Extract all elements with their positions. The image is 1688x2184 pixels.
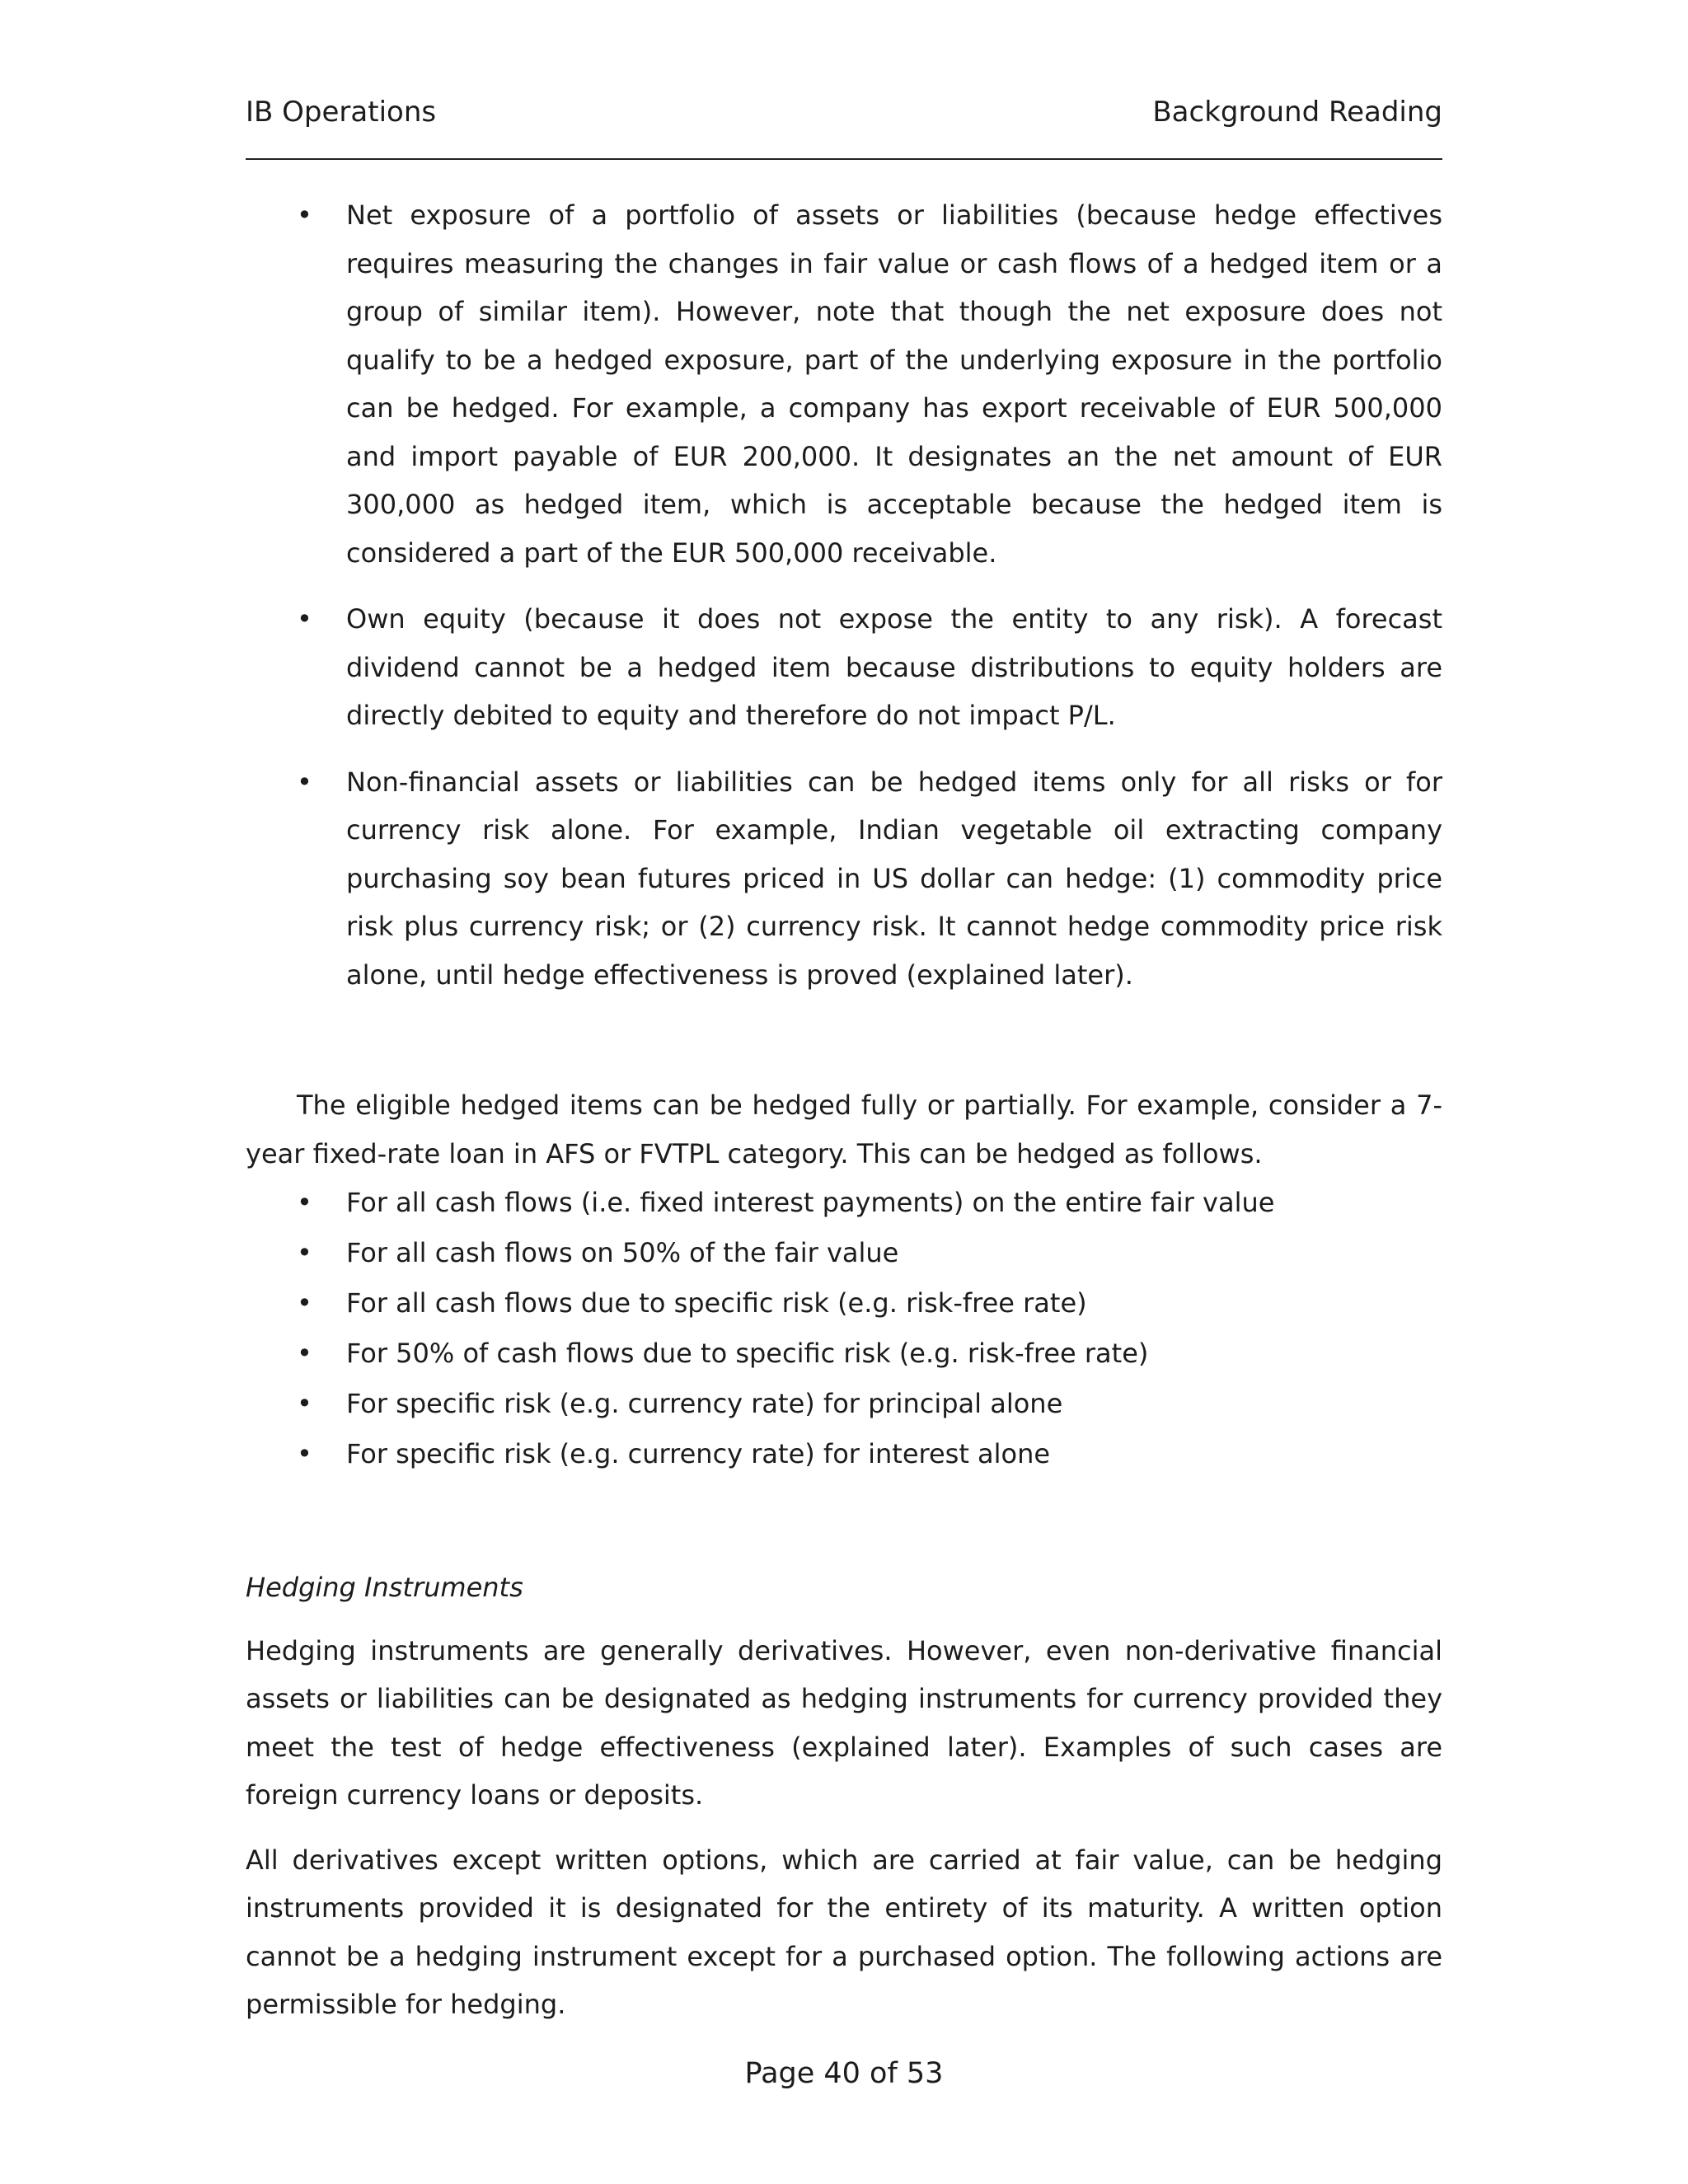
list-item-text: Own equity (because it does not expose the entity to any risk). A forecast dividend cannot be a hedged item because distributions to equity holders are directly debited to equity and therefore do not impact P/L. <box>346 603 1442 731</box>
bullet-icon: • <box>297 1237 312 1268</box>
bullet-icon: • <box>297 1287 312 1319</box>
list-item <box>246 1228 1442 1278</box>
list-item-text: Net exposure of a portfolio of assets or liabilities (because hedge effectives requires measuring the changes in fair value or cash flows of a hedged item or a group of similar item). However, note that though the net exposure does not qualify to be a hedged exposure, part of the underlying exposure in the portfolio can be hedged. For example, a company has export receivable of EUR 500,000 and import payable of EUR 200,000. It designates an the net amount of EUR 300,000 as hedged item, which is acceptable because the hedged item is considered a part of the EUR 500,000 receivable. <box>346 199 1442 569</box>
list-item <box>246 595 1442 740</box>
bullet-icon: • <box>297 199 312 231</box>
bullet-icon: • <box>297 1388 312 1419</box>
hedging-options-list <box>246 1178 1442 1479</box>
section-heading: Hedging Instruments <box>246 1572 523 1603</box>
list-item <box>246 1429 1442 1479</box>
instruments-paragraph-1: Hedging instruments are generally derivatives. However, even non-derivative financial assets or liabilities can be designated as hedging instruments for currency provided they meet the test of hedge effectiveness (explained later). Examples of such cases are foreign currency loans or deposits. <box>246 1634 1442 1811</box>
bullet-icon: • <box>297 1438 312 1469</box>
eligible-items-paragraph: The eligible hedged items can be hedged fully or partially. For example, consider a 7-year fixed-rate loan in AFS or FVTPL category. This can be hedged as follows. <box>246 1090 1442 1169</box>
bullet-icon: • <box>297 1338 312 1369</box>
list-item-text: For 50% of cash flows due to specific risk (e.g. risk-free rate) <box>346 1338 1149 1369</box>
list-item <box>246 1329 1442 1379</box>
list-item-text: For all cash flows (i.e. fixed interest payments) on the entire fair value <box>346 1187 1275 1218</box>
list-item-text: For all cash flows on 50% of the fair value <box>346 1237 899 1268</box>
list-item <box>246 1178 1442 1228</box>
list-item <box>246 191 1442 577</box>
page-content <box>246 191 1442 2029</box>
instruments-paragraph-2: All derivatives except written options, which are carried at fair value, can be hedging instruments provided it is designated for the entirety of its maturity. A written option cannot be a hedging instrument except for a purchased option. The following actions are permissible for hedging. <box>246 1844 1442 2020</box>
header-section: Background Reading <box>1152 96 1442 129</box>
non-eligible-items-list <box>246 191 1442 999</box>
page-number: Page 40 of 53 <box>744 2057 944 2090</box>
list-item <box>246 1278 1442 1329</box>
list-item <box>246 1379 1442 1429</box>
header-title: IB Operations <box>246 96 437 129</box>
list-item <box>246 758 1442 1000</box>
bullet-icon: • <box>297 1187 312 1218</box>
list-item-text: For all cash flows due to specific risk (e.g. risk-free rate) <box>346 1287 1087 1319</box>
list-item-text: For specific risk (e.g. currency rate) for principal alone <box>346 1388 1063 1419</box>
list-item-text: For specific risk (e.g. currency rate) for interest alone <box>346 1438 1051 1469</box>
page-header <box>246 96 1442 160</box>
bullet-icon: • <box>297 766 312 798</box>
bullet-icon: • <box>297 603 312 635</box>
list-item-text: Non-financial assets or liabilities can be hedged items only for all risks or for currency risk alone. For example, Indian vegetable oil extracting company purchasing soy bean futures priced in US dollar can hedge: (1) commodity price risk plus currency risk; or (2) currency risk. It cannot hedge commodity price risk alone, until hedge effectiveness is proved (explained later). <box>346 766 1442 991</box>
